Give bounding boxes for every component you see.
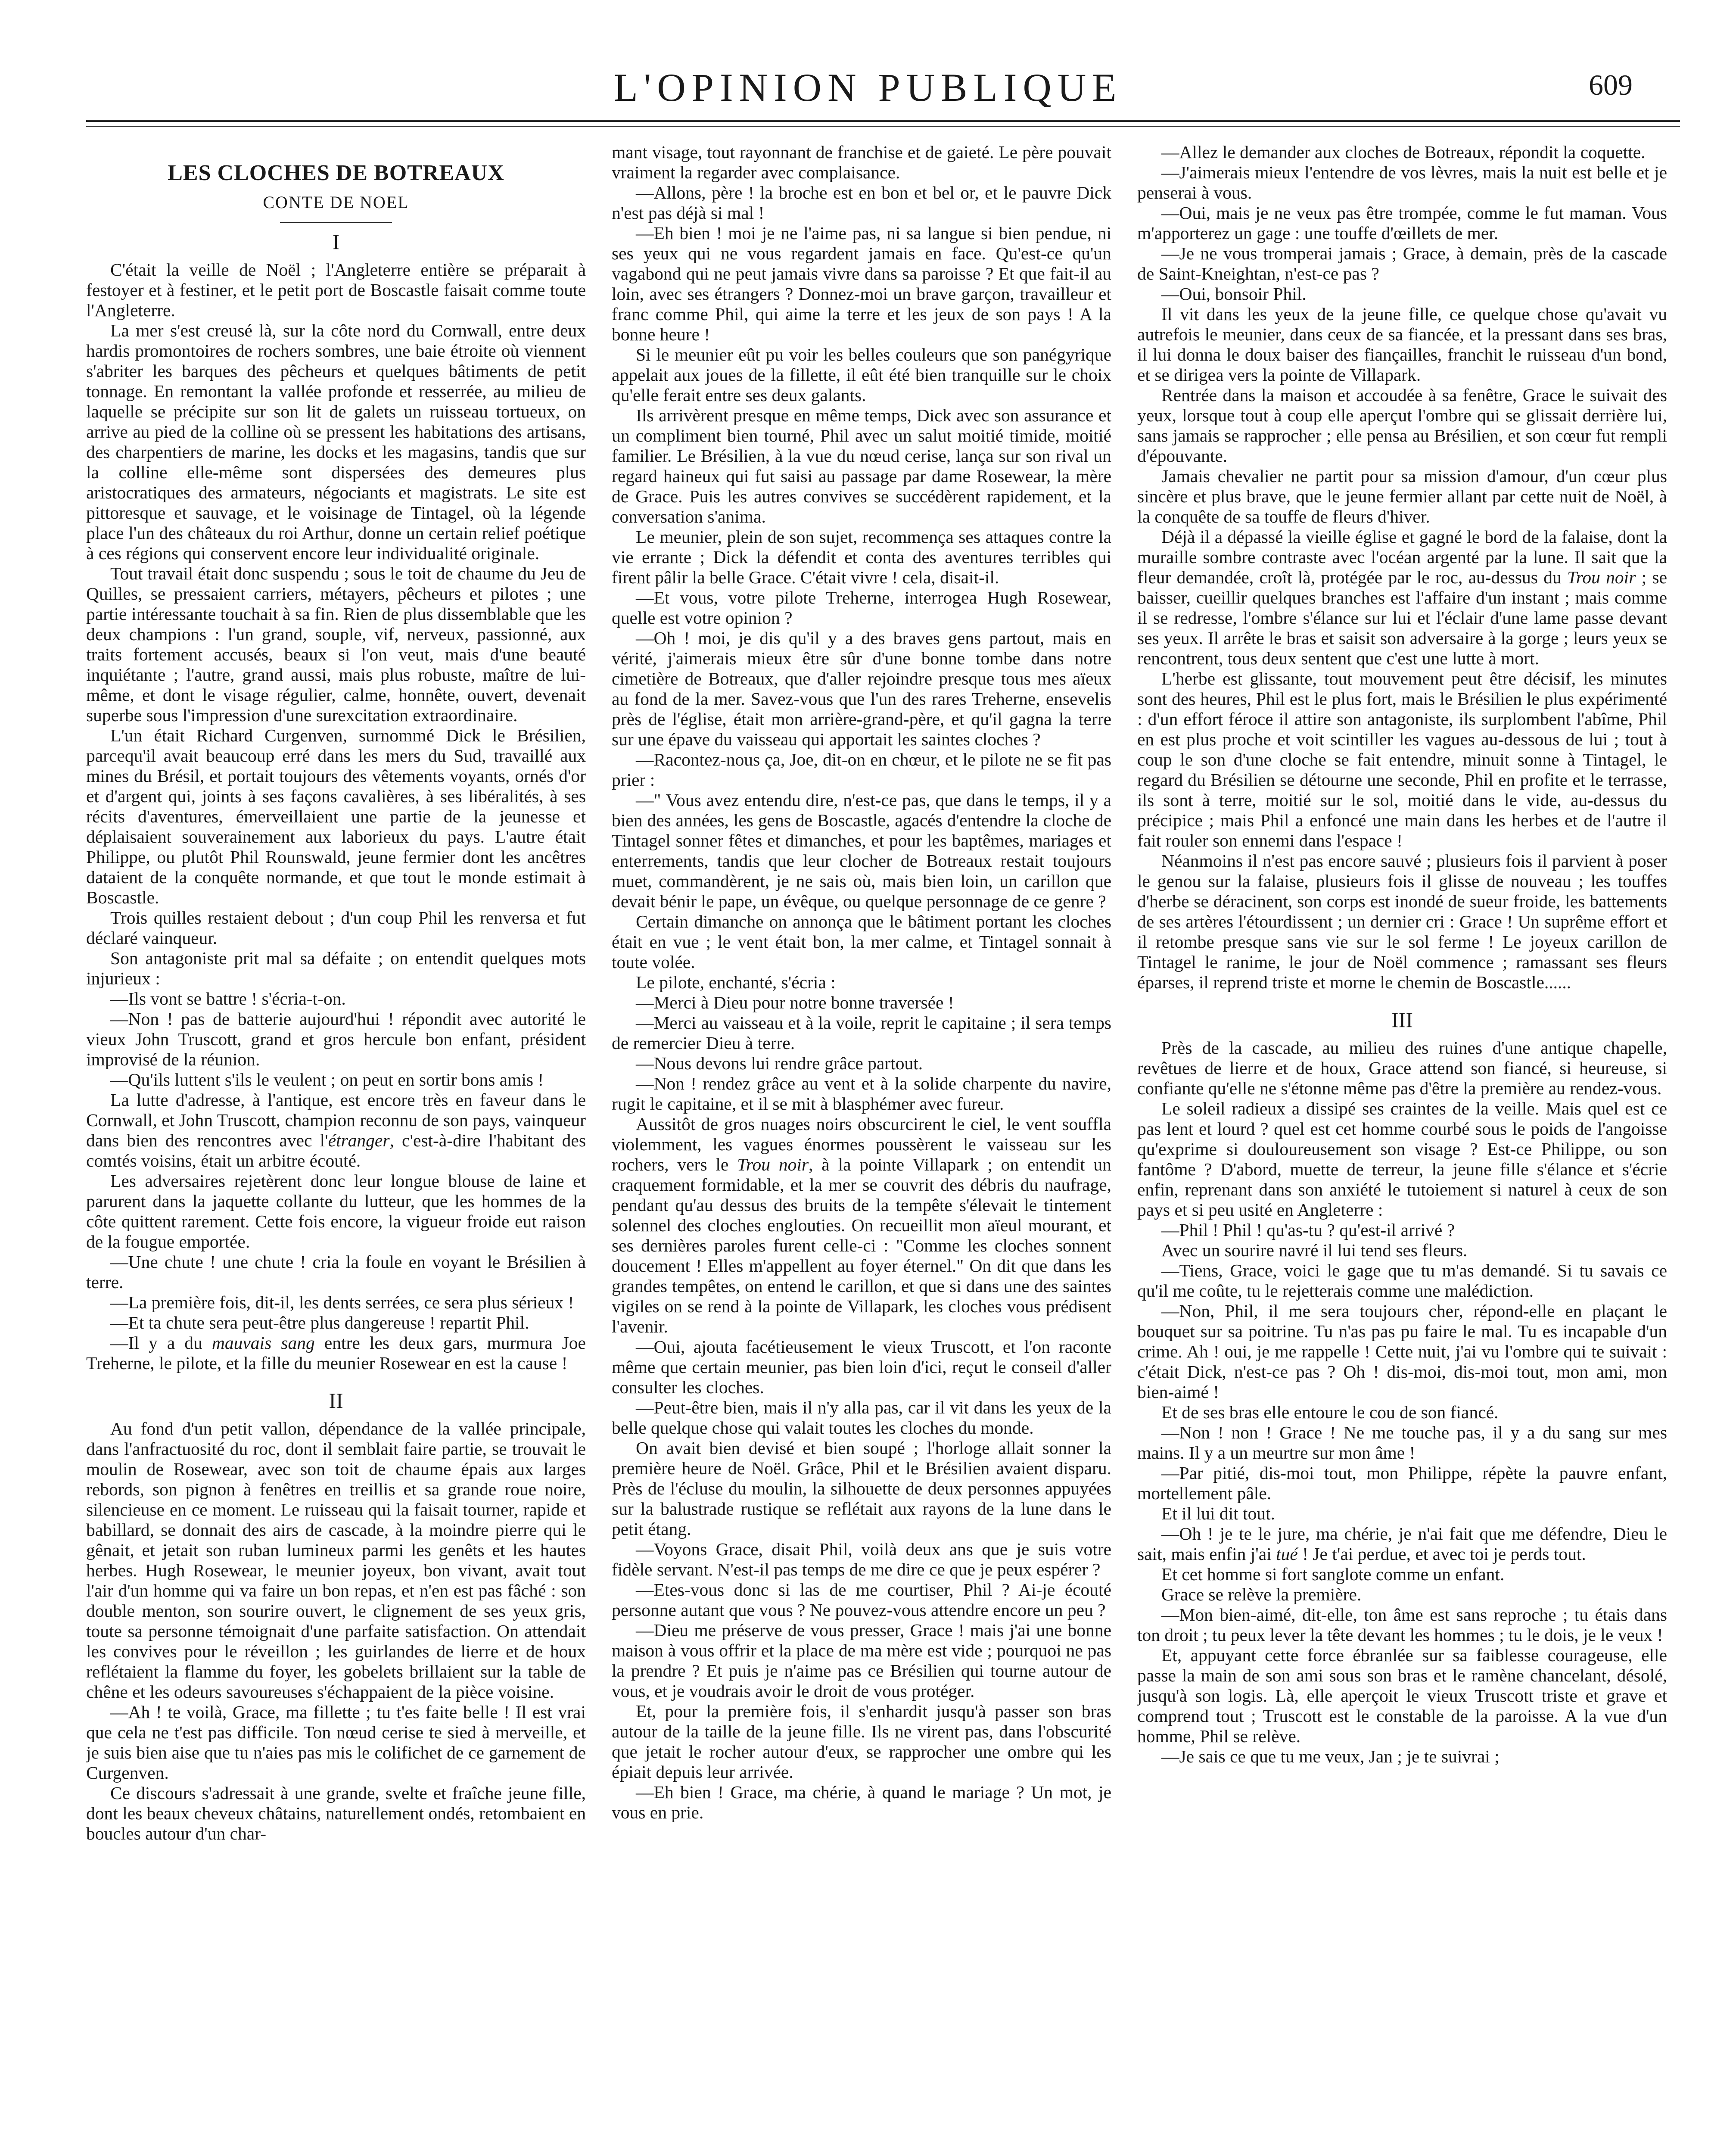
paragraph: —Oui, ajouta facétieusement le vieux Truscott, et l'on raconte même que certain meunier, pas bien loin d'ici, reçut le conseil d'aller consulter les cloches. (612, 1337, 1111, 1397)
paragraph (1137, 1524, 1667, 1564)
masthead (86, 65, 1650, 116)
paragraph: —Allez le demander aux cloches de Botreaux, répondit la coquette. (1161, 142, 1646, 162)
paragraph: —Nous devons lui rendre grâce partout. (636, 1053, 923, 1073)
column-3 (1137, 142, 1667, 2154)
paragraph: —Allons, père ! la broche est en bon et bel or, et le pauvre Dick n'est pas déjà si mal ! (612, 183, 1111, 223)
paragraph: Au fond d'un petit vallon, dépendance de la vallée principale, dans l'anfractuosité du roc, dont il semblait faire partie, se trouvait le moulin de Rosewear, avec son toit de chaume épais aux larges rebords, son pignon à fenêtres en treillis et sa grande roue noire, silencieuse en ce moment. Le ruisseau qui la faisait tourner, rapide et babillard, se donnait des airs de cascade, à la moindre pierre qui le gênait, et jetait son ruban lumineux parmi les genêts et les hautes herbes. Hugh Rosewear, le meunier joyeux, bon vivant, avait tout l'air d'un homme qui va faire un bon repas, et n'en est pas fâché : son double menton, son sourire ouvert, le clignement de ses yeux gris, toute sa personne témoignait d'une parfaite satisfaction. On attendait les convives pour le réveillon ; les guirlandes de lierre et de houx reflétaient la flamme du foyer, les gobelets brillaient sur la table de chêne et les odeurs savoureuses s'échappaient de la pièce voisine. (86, 1419, 586, 1702)
paragraph: Néanmoins il n'est pas encore sauvé ; plusieurs fois il parvient à poser le genou sur la falaise, plusieurs fois il glisse de nouveau ; les touffes d'herbe se déracinent, son corps est inondé de sueur froide, les battements de ses artères l'étourdissent ; un dernier cri : Grace ! Un suprême effort et il retombe presque sans vie sur le sol ferme ! Le joyeux carillon de Tintagel le ranime, le jour de Noël commence ; ramassant ses fleurs éparses, il reprend triste et morne le chemin de Boscastle...... (1137, 851, 1667, 992)
text-run: , à la pointe Villapark ; on entendit un craquement formidable, et la mer se couvrit des débris du naufrage, pendant qu'au dessus des bruits de la tempête s'élevait le tintement solennel des cloches englouties. On recueillit mon aïeul mourant, et ses dernières paroles furent celle-ci : "Comme les cloches sonnent doucement ! Elles m'appellent au foyer éternel." On dit que dans les grandes tempêtes, on entend le carillon, et que si dans une des saintes vigiles on se rend à la pointe de Villapark, les cloches vous prédisent l'avenir. (612, 1155, 1111, 1336)
story-title: LES CLOCHES DE BOTREAUX (168, 161, 504, 185)
masthead-rule (86, 120, 1680, 122)
paragraph: —La première fois, dit-il, les dents serrées, ce sera plus sérieux ! (110, 1292, 574, 1312)
paragraph: —Ah ! te voilà, Grace, ma fillette ; tu t'es faite belle ! Il est vrai que cela ne t'est pas difficile. Ton nœud cerise te sied à merveille, et je suis bien aise que tu n'aies pas mis le colifichet de ce garnement de Curgenven. (86, 1702, 586, 1783)
italic-run: Trou noir (737, 1155, 809, 1174)
paragraph: —Une chute ! une chute ! cria la foule en voyant le Brésilien à terre. (86, 1252, 586, 1292)
paragraph: Le pilote, enchanté, s'écria : (636, 972, 836, 992)
paragraph (86, 1333, 586, 1373)
paragraph: —Non, Phil, il me sera toujours cher, répond-elle en plaçant le bouquet sur sa poitrine. Tu n'as pas pu faire le mal. Tu es incapable d'un crime. Ah ! oui, je me rappelle ! Cette nuit, j'ai vu l'ombre qui te suivait : c'était Dick, n'est-ce pas ? Oh ! dis-moi, dis-moi tout, mon ami, mon bien-aimé ! (1137, 1301, 1667, 1402)
text-run: ; se baisser, cueillir quelques branches est l'affaire d'un instant ; mais comme il se redresse, l'ombre s'élance sur lui et l'éclair d'une lame passe devant ses yeux. Il arrête le bras et saisit son adversaire à la gorge ; leurs yeux se rencontrent, tous deux sentent que c'est une lutte à mort. (1137, 567, 1667, 668)
paragraph: La mer s'est creusé là, sur la côte nord du Cornwall, entre deux hardis promontoires de rochers sombres, une baie étroite où viennent s'abriter les barques des pêcheurs et quelques bâtiments de petit tonnage. En remontant la vallée profonde et resserrée, au milieu de laquelle se précipite sur son lit de galets un ruisseau tortueux, on arrive au pied de la colline où se pressent les habitations des artisans, des charpentiers de marine, les docks et les magasins, tandis que sur la colline elle-même sont dispersées des demeures plus aristocratiques des armateurs, négociants et magistrats. Le site est pittoresque et sauvage, et le voisinage de Tintagel, où la légende place l'un des châteaux du roi Arthur, donne un certain relief poétique à ces régions qui conservent encore leur individualité originale. (86, 321, 586, 563)
paragraph: —Et ta chute sera peut-être plus dangereuse ! repartit Phil. (110, 1313, 529, 1332)
paragraph: Rentrée dans la maison et accoudée à sa fenêtre, Grace le suivait des yeux, lorsque tout à coup elle aperçut l'ombre qui se glissait derrière lui, sans jamais se rapprocher ; elle pensa au Brésilien, et son cœur fut rempli d'épouvante. (1137, 385, 1667, 466)
paragraph: —Je ne vous tromperai jamais ; Grace, à demain, près de la cascade de Saint-Kneightan, n'est-ce pas ? (1137, 243, 1667, 283)
italic-run: mauvais sang (212, 1333, 315, 1353)
paragraph: —Oh ! moi, je dis qu'il y a des braves gens partout, mais en vérité, j'aimerais mieux être sûr d'une bonne tombe dans notre cimetière de Botreaux, que d'aller rejoindre presque tous mes aïeux au fond de la mer. Savez-vous que l'un des rares Treherne, ensevelis près de l'église, était mon arrière-grand-père, et qu'il gagna la terre sur une épave du vaisseau qui apportait les saintes cloches ? (612, 628, 1111, 749)
paragraph: Tout travail était donc suspendu ; sous le toit de chaume du Jeu de Quilles, se pressaient carriers, métayers, pêcheurs et pilotes ; une partie intéressante touchait à sa fin. Rien de plus dissemblable que les deux champions : l'un grand, souple, vif, nerveux, passionné, aux traits fortement accusés, beaux si l'on veut, mais d'une beauté inquiétante ; l'autre, grand aussi, mais plus robuste, maître de lui-même, et dont le visage régulier, calme, honnête, ouvert, devenait superbe sous l'impression d'une surexcitation extraordinaire. (86, 563, 586, 725)
paragraph: —Peut-être bien, mais il n'y alla pas, car il vit dans les yeux de la belle quelque chose qui valait toutes les cloches du monde. (612, 1398, 1111, 1438)
paragraph: Et cet homme si fort sanglote comme un enfant. (1161, 1564, 1505, 1584)
italic-run: tué (1276, 1544, 1298, 1564)
paragraph: L'un était Richard Curgenven, surnommé Dick le Brésilien, parcequ'il avait beaucoup erré dans les mers du Sud, travaillé aux mines du Brésil, et portait toujours des vêtements voyants, ornés d'or et d'argent qui, joints à ses façons cavalières, à ses libéralités, à ses récits d'aventures, émerveillaient une partie de la jeunesse et déplaisaient souverainement aux laborieux du pays. L'autre était Philippe, ou plutôt Phil Rounswald, jeune fermier dont les ancêtres dataient de la conquête normande, et que tout le monde estimait à Boscastle. (86, 725, 586, 907)
paragraph: —Phil ! Phil ! qu'as-tu ? qu'est-il arrivé ? (1161, 1220, 1455, 1240)
paragraph: Et il lui dit tout. (1161, 1503, 1275, 1523)
page-number: 609 (1589, 68, 1633, 101)
paragraph: Le meunier, plein de son sujet, recommença ses attaques contre la vie errante ; Dick la défendit et conta des aventures terribles qui firent pâlir la belle Grace. C'était vivre ! cela, disait-il. (612, 527, 1111, 587)
paragraph: —Racontez-nous ça, Joe, dit-on en chœur, et le pilote ne se fit pas prier : (612, 750, 1111, 790)
paragraph: Et de ses bras elle entoure le cou de son fiancé. (1161, 1402, 1499, 1422)
text-run: La lutte d'adresse, à l'antique, est encore très en faveur dans le Cornwall, et John Truscott, champion reconnu de son pays, vainqueur dans bien des rencontres avec l' (86, 1090, 586, 1150)
masthead-rule-thin (86, 126, 1680, 127)
paragraph: —Non ! pas de batterie aujourd'hui ! répondit avec autorité le vieux John Truscott, grand et gros hercule bon enfant, président improvisé de la réunion. (86, 1009, 586, 1069)
paragraph: —Mon bien-aimé, dit-elle, ton âme est sans reproche ; tu étais dans ton droit ; tu peux lever la tête devant les hommes ; tu le dois, je le veux ! (1137, 1605, 1667, 1645)
paragraph (86, 1090, 586, 1171)
masthead-title: L'OPINION PUBLIQUE (613, 65, 1123, 109)
paragraph: —Tiens, Grace, voici le gage que tu m'as demandé. Si tu savais ce qu'il me coûte, tu le rejetterais comme une malédiction. (1137, 1261, 1667, 1301)
text-run: ! Je t'ai perdue, et avec toi je perds tout. (1297, 1544, 1586, 1564)
paragraph: —Oui, bonsoir Phil. (1161, 284, 1307, 304)
paragraph (1137, 527, 1667, 669)
paragraph: Ce discours s'adressait à une grande, svelte et fraîche jeune fille, dont les beaux cheveux châtains, naturellement ondés, retombaient en boucles autour d'un char- (86, 1783, 586, 1843)
column-1 (86, 142, 586, 2154)
italic-run: Trou noir (1567, 567, 1636, 587)
section-heading-3: III (1391, 1008, 1413, 1032)
italic-run: étranger (328, 1130, 390, 1150)
paragraph: Les adversaires rejetèrent donc leur longue blouse de laine et parurent dans la jaquette collante du lutteur, que les hommes de la côte quittent rarement. Cette fois encore, la vigueur froide eut raison de la fougue emportée. (86, 1171, 586, 1251)
paragraph: —Etes-vous donc si las de me courtiser, Phil ? Ai-je écouté personne autant que vous ? Ne pouvez-vous attendre encore un peu ? (612, 1580, 1111, 1620)
paragraph: Il vit dans les yeux de la jeune fille, ce quelque chose qu'avait vu autrefois le meunier, dans ceux de sa fiancée, et la pressant dans ses bras, il lui donna le doux baiser des fiançailles, franchit le ruisseau d'un bond, et se dirigea vers la pointe de Villapark. (1137, 304, 1667, 385)
section-heading-1: I (332, 230, 340, 254)
title-rule (280, 222, 392, 223)
column-2 (612, 142, 1111, 2154)
paragraph: —Je sais ce que tu me veux, Jan ; je te suivrai ; (1161, 1746, 1500, 1766)
text-run: Déjà il a dépassé la vieille église et gagné le bord de la falaise, dont la muraille sombre contraste avec l'océan argenté par la lune. Il sait que la fleur demandée, croît là, protégée par le roc, au-dessus du (1137, 527, 1667, 587)
paragraph: C'était la veille de Noël ; l'Angleterre entière se préparait à festoyer et à festiner, et le petit port de Boscastle faisait comme toute l'Angleterre. (86, 260, 586, 320)
paragraph: mant visage, tout rayonnant de franchise et de gaieté. Le père pouvait vraiment la regarder avec complaisance. (612, 142, 1111, 182)
section-heading-2: II (329, 1388, 343, 1413)
paragraph: Ils arrivèrent presque en même temps, Dick avec son assurance et un compliment bien tourné, Phil avec un salut moitié timide, moitié familier. Le Brésilien, à la vue du nœud cerise, lança sur son rival un regard haineux qui fut saisi au passage par dame Rosewear, la mère de Grace. Puis les autres convives se succédèrent rapidement, et la conversation s'anima. (612, 405, 1111, 526)
paragraph: —Et vous, votre pilote Treherne, interrogea Hugh Rosewear, quelle est votre opinion ? (612, 588, 1111, 628)
paragraph: —Non ! non ! Grace ! Ne me touche pas, il y a du sang sur mes mains. Il y a un meurtre sur mon âme ! (1137, 1423, 1667, 1463)
paragraph: —Voyons Grace, disait Phil, voilà deux ans que je suis votre fidèle servant. N'est-il pas temps de me dire ce que je peux espérer ? (612, 1539, 1111, 1579)
paragraph: —Merci au vaisseau et à la voile, reprit le capitaine ; il sera temps de remercier Dieu à terre. (612, 1013, 1111, 1053)
text-run: Aussitôt de gros nuages noirs obscurcirent le ciel, le vent souffla violemment, les vagues énormes poussèrent le vaisseau sur les rochers, vers le (612, 1114, 1111, 1174)
paragraph: Et, pour la première fois, il s'enhardit jusqu'à passer son bras autour de la taille de la jeune fille. Ils ne virent pas, dans l'obscurité que jetait le rocher autour d'eux, se rapprocher une ombre qui les épiait depuis leur arrivée. (612, 1701, 1111, 1782)
paragraph: —" Vous avez entendu dire, n'est-ce pas, que dans le temps, il y a bien des années, les gens de Boscastle, agacés d'entendre la cloche de Tintagel sonner fêtes et dimanches, et pour les baptêmes, mariages et enterrements, tandis que leur clocher de Botreaux restait toujours muet, commandèrent, je ne sais où, mais bien loin, un carillon que devait bénir le pape, un évêque, ou quelque personnage de ce genre ? (612, 790, 1111, 911)
paragraph: Près de la cascade, au milieu des ruines d'une antique chapelle, revêtues de lierre et de houx, Grace attend son fiancé, si heureuse, si confiante qu'elle ne s'étonne même pas d'être la première au rendez-vous. (1137, 1038, 1667, 1098)
text-run: , c'est-à-dire l'habitant des comtés voisins, était un arbitre écouté. (86, 1130, 586, 1170)
paragraph: Le soleil radieux a dissipé ses craintes de la veille. Mais quel est ce pas lent et lourd ? quel est cet homme courbé sous le poids de l'angoisse qu'exprime si douloureusement son visage ? Est-ce Philippe, ou son fantôme ? D'abord, muette de terreur, la jeune fille s'élance et s'écrie enfin, reprenant dans son anxiété le tutoiement si naturel à ceux de son pays et si peu usité en Angleterre : (1137, 1099, 1667, 1220)
paragraph: —Qu'ils luttent s'ils le veulent ; on peut en sortir bons amis ! (110, 1070, 544, 1089)
paragraph: Grace se relève la première. (1161, 1584, 1362, 1604)
paragraph: —Eh bien ! Grace, ma chérie, à quand le mariage ? Un mot, je vous en prie. (612, 1782, 1111, 1822)
paragraph: On avait bien devisé et bien soupé ; l'horloge allait sonner la première heure de Noël. Grâce, Phil et le Brésilien avaient disparu. Près de l'écluse du moulin, la silhouette de deux personnes appuyées sur la balustrade rustique se reflétait aux rayons de la lune dans le petit étang. (612, 1438, 1111, 1539)
text-run: —Oh ! je te le jure, ma chérie, je n'ai fait que me défendre, Dieu le sait, mais enfin j'ai (1137, 1524, 1667, 1564)
text-run: —Il y a du (110, 1333, 212, 1353)
paragraph: —J'aimerais mieux l'entendre de vos lèvres, mais la nuit est belle et je penserai à vous. (1137, 162, 1667, 202)
paragraph: Si le meunier eût pu voir les belles couleurs que son panégyrique appelait aux joues de la fillette, il eût été bien tranquille sur le choix qu'elle ferait entre ses deux galants. (612, 345, 1111, 405)
text-run: entre les deux gars, murmura Joe Treherne, le pilote, et la fille du meunier Rosewear en est la cause ! (86, 1333, 586, 1373)
paragraph: L'herbe est glissante, tout mouvement peut être décisif, les minutes sont des heures, Phil est le plus fort, mais le Brésilien le plus expérimenté : d'un effort féroce il attire son antagoniste, ils surplombent l'abîme, Phil en est plus proche et voit scintiller les vagues au-dessous de lui ; tout à coup le son d'une cloche se fait entendre, minuit sonne à Tintagel, le regard du Brésilien se détourne une seconde, Phil en profite et le terrasse, ils sont à terre, moitié sur le sol, moitié dans le vide, au-dessus du précipice ; mais Phil a enfoncé une main dans les herbes et de l'autre il fait rouler son ennemi dans l'espace ! (1137, 669, 1667, 850)
paragraph: —Dieu me préserve de vous presser, Grace ! mais j'ai une bonne maison à vous offrir et la place de ma mère est vide ; pourquoi ne pas la prendre ? Et puis je n'aime pas ce Brésilien qui tourne autour de vous, et je voudrais avoir le droit de vous protéger. (612, 1620, 1111, 1701)
paragraph: Avec un sourire navré il lui tend ses fleurs. (1161, 1240, 1468, 1260)
paragraph: Jamais chevalier ne partit pour sa mission d'amour, d'un cœur plus sincère et plus brave, que le jeune fermier allant par cette nuit de Noël, à la conquête de sa touffe de fleurs d'hiver. (1137, 466, 1667, 526)
paragraph: Son antagoniste prit mal sa défaite ; on entendit quelques mots injurieux : (86, 948, 586, 988)
paragraph: Et, appuyant cette force ébranlée sur sa faiblesse courageuse, elle passe la main de son ami sous son bras et le ramène chancelant, désolé, jusqu'à son logis. Là, elle aperçoit le vieux Truscott triste et grave et comprend tout ; Truscott est le constable de la paroisse. A la vue d'un homme, Phil se relève. (1137, 1645, 1667, 1746)
paragraph: —Ils vont se battre ! s'écria-t-on. (110, 989, 346, 1009)
paragraph: —Merci à Dieu pour notre bonne traversée ! (636, 993, 954, 1012)
paragraph: —Oui, mais je ne veux pas être trompée, comme le fut maman. Vous m'apporterez un gage : une touffe d'œillets de mer. (1137, 203, 1667, 243)
paragraph: —Non ! rendez grâce au vent et à la solide charpente du navire, rugit le capitaine, et il se mit à blasphémer avec fureur. (612, 1074, 1111, 1114)
paragraph: Trois quilles restaient debout ; d'un coup Phil les renversa et fut déclaré vainqueur. (86, 908, 586, 948)
paragraph: —Eh bien ! moi je ne l'aime pas, ni sa langue si bien pendue, ni ses yeux qui ne vous regardent jamais en face. Qu'est-ce qu'un vagabond qui ne peut jamais vivre dans sa paroisse ? Et que fait-il au loin, avec ses étrangers ? Donnez-moi un brave garçon, travailleur et franc comme Phil, qui aime la terre et les jeux de son pays ! A la bonne heure ! (612, 223, 1111, 344)
paragraph: Certain dimanche on annonça que le bâtiment portant les cloches était en vue ; le vent était bon, la mer calme, et Tintagel sonnait à toute volée. (612, 912, 1111, 972)
paragraph: —Par pitié, dis-moi tout, mon Philippe, répète la pauvre enfant, mortellement pâle. (1137, 1463, 1667, 1503)
story-subtitle: CONTE DE NOEL (263, 193, 409, 212)
paragraph (612, 1114, 1111, 1337)
